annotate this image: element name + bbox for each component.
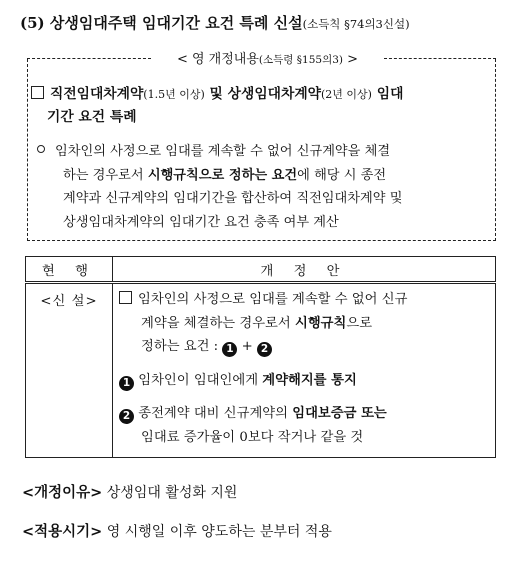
- comparison-table: [25, 256, 496, 458]
- circle-bullet-icon: [37, 145, 45, 153]
- comparison-table-row: [26, 283, 496, 458]
- revised-line2-c: 으로: [346, 315, 373, 331]
- section-title-main: (5) 상생임대주택 임대기간 요건 특례 신설: [20, 14, 303, 32]
- condition2-line2: 임대료 증가율이 0보다 작거나 같을 것: [141, 429, 364, 445]
- section-title-reference: (소득칙 §74의3신설): [302, 17, 410, 31]
- summary-body-line4: 상생임대차계약의 임대기간 요건 충족 여부 계산: [63, 214, 339, 230]
- condition2-emph: 임대보증금 또는: [292, 406, 387, 421]
- application-date: [22, 520, 332, 541]
- summary-title-line2: 기간 요건 특례: [47, 109, 137, 125]
- summary-title-part-c: 임대: [371, 86, 404, 102]
- revised-line2-a: 계약을 체결하는 경우로서: [141, 315, 295, 331]
- summary-body-line1: 임차인의 사정으로 임대를 계속할 수 없어 신규계약을 체결: [55, 144, 391, 159]
- circled-number-1-icon: 1: [222, 342, 237, 357]
- summary-body-line2-c: 에 해당 시 종전: [297, 167, 387, 183]
- revised-line2-emph: 시행규칙: [294, 315, 347, 331]
- circled-number-2-icon: 2: [257, 342, 272, 357]
- circled-number-2-icon: 2: [119, 409, 134, 424]
- revision-reason: [22, 481, 237, 502]
- summary-title-part-b-note: (2년 이상): [320, 88, 372, 101]
- revised-cell: [113, 283, 496, 458]
- section-title: [20, 12, 410, 33]
- revision-reason-text: 상생임대 활성화 지원: [102, 485, 238, 501]
- checkbox-square-icon: [31, 86, 44, 99]
- current-cell: <신 설>: [26, 283, 113, 458]
- checkbox-square-icon: [119, 291, 132, 304]
- summary-body-line3: 계약과 신규계약의 임대기간을 합산하여 직전임대차계약 및: [63, 191, 403, 206]
- column-header-revised: 개 정 안: [113, 257, 496, 283]
- revision-reason-label: <개정이유>: [22, 485, 103, 501]
- summary-title-part-b: 및 상생임대차계약: [204, 86, 321, 102]
- column-header-current: 현 행: [26, 257, 113, 283]
- revised-line3: 정하는 요건 :: [141, 339, 223, 354]
- summary-header-main: < 영 개정내용: [176, 52, 259, 67]
- condition1-emph: 계약해지를 통지: [262, 372, 357, 388]
- summary-header-reference: (소득령 §155의3): [258, 54, 343, 66]
- summary-body-line2-emph: 시행규칙으로 정하는 요건: [147, 167, 298, 183]
- condition1-a: 임차인이 임대인에게: [138, 372, 263, 388]
- summary-title-part-a: 직전임대차계약: [50, 86, 144, 102]
- summary-item-title: [31, 83, 491, 129]
- application-date-text: 영 시행일 이후 양도하는 분부터 적용: [102, 524, 332, 540]
- summary-body-line2-a: 하는 경우로서: [63, 167, 148, 183]
- comparison-table-header-row: [26, 257, 496, 283]
- circled-number-1-icon: 1: [119, 376, 134, 391]
- summary-title-part-a-note: (1.5년 이상): [143, 88, 205, 101]
- application-date-label: <적용시기>: [22, 524, 103, 540]
- summary-body: [37, 140, 493, 234]
- summary-box-header: [152, 48, 383, 67]
- summary-header-end: >: [343, 52, 359, 67]
- condition2-a: 종전계약 대비 신규계약의: [138, 406, 293, 421]
- plus-sign: +: [237, 339, 257, 354]
- revised-line1: 임차인의 사정으로 임대를 계속할 수 없어 신규: [138, 292, 408, 307]
